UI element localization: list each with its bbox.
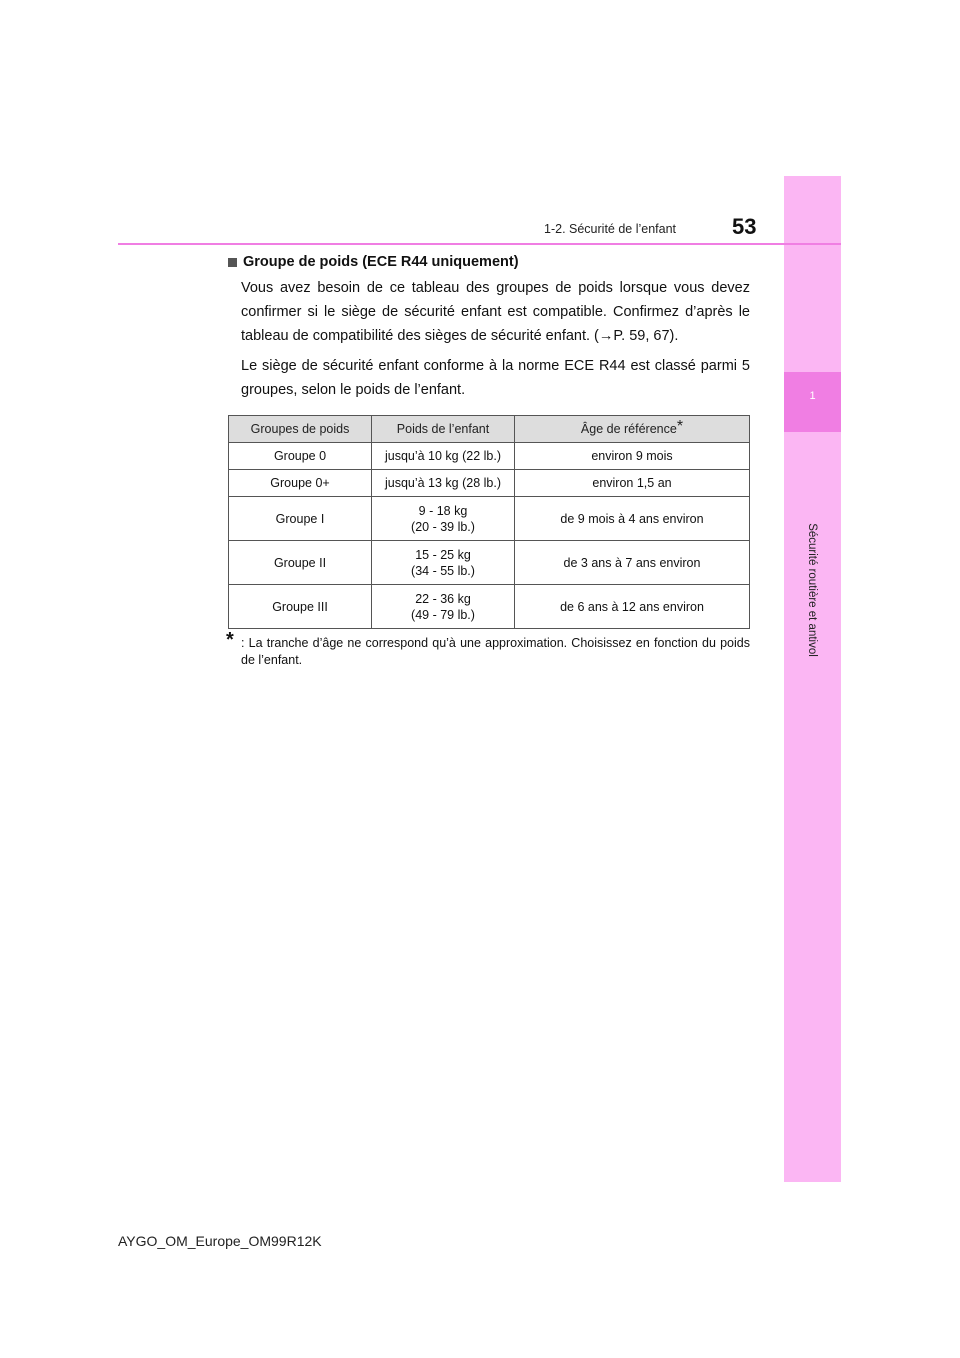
table-row: [229, 470, 750, 497]
cell-weight: [372, 585, 515, 629]
section-title: 1-2. Sécurité de l’enfant: [544, 222, 677, 236]
header-weight-groups: Groupes de poids: [229, 416, 372, 443]
cell-age: de 6 ans à 12 ans environ: [515, 585, 750, 629]
cell-age: de 9 mois à 4 ans environ: [515, 497, 750, 541]
footnote-text: : La tranche d’âge ne correspond qu’à une approximation. Choisissez en fonction du poids de l’enfant.: [241, 636, 750, 667]
weight-group-table: [228, 415, 750, 629]
side-chapter-strip: [784, 176, 841, 1182]
header-child-weight: Poids de l’enfant: [372, 416, 515, 443]
chapter-number: 1: [809, 390, 816, 402]
cell-weight-kg: 15 - 25 kg: [415, 547, 471, 562]
section-heading: [228, 254, 750, 270]
cell-weight: [372, 497, 515, 541]
cell-group: Groupe II: [229, 541, 372, 585]
cell-group: Groupe 0+: [229, 470, 372, 497]
cell-weight-kg: 22 - 36 kg: [415, 591, 471, 606]
table-row: [229, 541, 750, 585]
cell-age: de 3 ans à 7 ans environ: [515, 541, 750, 585]
chapter-label: Sécurité routière et antivol: [806, 523, 818, 657]
paragraph-2: Le siège de sécurité enfant conforme à la norme ECE R44 est classé parmi 5 groupes, selon le poids de l’enfant.: [241, 358, 750, 398]
cell-group: Groupe I: [229, 497, 372, 541]
cell-weight: jusqu’à 13 kg (28 lb.): [372, 470, 515, 497]
cell-weight: [372, 541, 515, 585]
main-content: [228, 254, 750, 669]
cell-weight-kg: 9 - 18 kg: [418, 503, 468, 518]
page-number: 53: [732, 214, 757, 239]
document-id: AYGO_OM_Europe_OM99R12K: [118, 1233, 322, 1249]
header-reference-age: [515, 416, 750, 443]
header-asterisk: *: [676, 418, 684, 435]
cell-weight-lb: (20 - 39 lb.): [411, 519, 475, 534]
cell-age: environ 1,5 an: [515, 470, 750, 497]
table-row: [229, 443, 750, 470]
header-reference-age-text: Âge de référence: [580, 422, 677, 436]
square-bullet-icon: [228, 258, 237, 267]
chapter-tab: [784, 372, 841, 432]
cell-weight-lb: (34 - 55 lb.): [411, 563, 475, 578]
paragraph-1: Vous avez besoin de ce tableau des groupes de poids lorsque vous devez confirmer si le siège de sécurité enfant est compatible. Confirmez d’après le tableau de compatibilité des sièges de sécurité enfant. (→P. 59, 67).: [241, 280, 750, 344]
section-heading-text: Groupe de poids (ECE R44 uniquement): [243, 254, 519, 270]
table-row: [229, 585, 750, 629]
cell-group: Groupe III: [229, 585, 372, 629]
cell-weight: jusqu’à 10 kg (22 lb.): [372, 443, 515, 470]
footnote-asterisk: *: [226, 629, 234, 651]
table-header-row: [229, 416, 750, 443]
header-rule: [118, 243, 841, 245]
cell-age: environ 9 mois: [515, 443, 750, 470]
cell-group: Groupe 0: [229, 443, 372, 470]
footnote: [226, 629, 750, 669]
cell-weight-lb: (49 - 79 lb.): [411, 607, 475, 622]
table-row: [229, 497, 750, 541]
